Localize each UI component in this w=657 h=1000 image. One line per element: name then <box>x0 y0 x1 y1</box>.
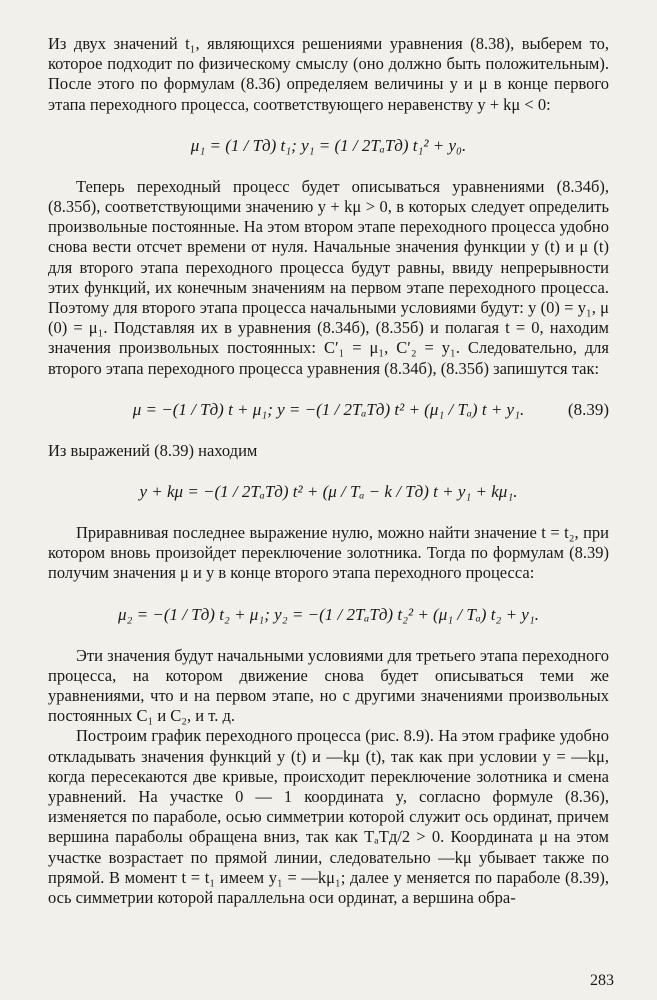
paragraph-6: Построим график переходного процесса (рис. 8.9). На этом графике удобно откладывать значения функций y (t) и —kμ (t), так как при условии y = —kμ, когда пересекаются две кривые, происходит переключение золотника и смена уравнений. На участке 0 — 1 координата y, согласно формуле (8.36), изменяется по параболе, осью симметрии которой служит ось ординат, причем вершина параболы обращена вниз, так как TₐTд/2 > 0. Координата μ на этом участке возрастает по прямой линии, следовательно —kμ убывает также по прямой. В момент t = t₁ имеем y₁ = —kμ₁; далее y меняется по параболе (8.39), ось симметрии которой параллельна оси ординат, а вершина обра- <box>48 726 609 908</box>
paragraph-5: Эти значения будут начальными условиями для третьего этапа переходного процесса, на котором движение снова будет описываться теми же уравнениями, что и на первом этапе, но с другими значениями произвольных постоянных C₁ и C₂, и т. д. <box>48 645 609 726</box>
equation-text: μ₁ = (1 / Tд) t₁; y₁ = (1 / 2TₐTд) t₁² + y₀. <box>190 135 467 155</box>
equation-text: μ = −(1 / Tд) t + μ₁; y = −(1 / 2TₐTд) t² + (μ₁ / Tₐ) t + y₁. <box>132 399 525 419</box>
equation-second-stage-end <box>48 594 609 636</box>
page-number: 283 <box>590 972 614 989</box>
equation-8-39 <box>48 389 609 431</box>
paragraph-3: Из выражений (8.39) находим <box>48 440 258 460</box>
equation-number: (8.39) <box>567 399 609 419</box>
equation-first-stage-end <box>48 125 609 167</box>
paragraph-4: Приравнивая последнее выражение нулю, можно найти значение t = t₂, при котором вновь произойдет переключение золотника. Тогда по формулам (8.39) получим значения μ и y в конце второго этапа переходного процесса: <box>48 523 609 583</box>
equation-text: μ₂ = −(1 / Tд) t₂ + μ₁; y₂ = −(1 / 2TₐTд) t₂² + (μ₁ / Tₐ) t₂ + y₁. <box>117 604 540 624</box>
equation-text: y + kμ = −(1 / 2TₐTд) t² + (μ / Tₐ − k / Tд) t + y₁ + kμ₁. <box>139 482 518 502</box>
paragraph-2: Теперь переходный процесс будет описываться уравнениями (8.34б), (8.35б), соответствующими значению y + kμ > 0, в которых следует определить произвольные постоянные. На этом втором этапе переходного процесса удобно снова вести отсчет времени от нуля. Начальные значения функции y (t) и μ (t) для второго этапа переходного процесса будут равны, ввиду непрерывности этих функций, их конечным значениям на первом этапе переходного процесса. Поэтому для второго этапа процесса начальными условиями будут: y (0) = y₁, μ (0) = μ₁. Подставляя их в уравнения (8.34б), (8.35б) и полагая t = 0, находим значения произвольных постоянных: C′₁ = μ₁, C′₂ = y₁. Следовательно, для второго этапа переходного процесса уравнения (8.34б), (8.35б) запишутся так: <box>48 176 609 378</box>
equation-switch-condition <box>48 471 609 513</box>
page-body <box>48 34 609 908</box>
paragraph-1: Из двух значений t₁, являющихся решениями уравнения (8.38), выберем то, которое подходит по физическому смыслу (оно должно быть положительным). После этого по формулам (8.36) определяем величины y и μ в конце первого этапа переходного процесса, соответствующего неравенству y + kμ < 0: <box>48 34 609 114</box>
